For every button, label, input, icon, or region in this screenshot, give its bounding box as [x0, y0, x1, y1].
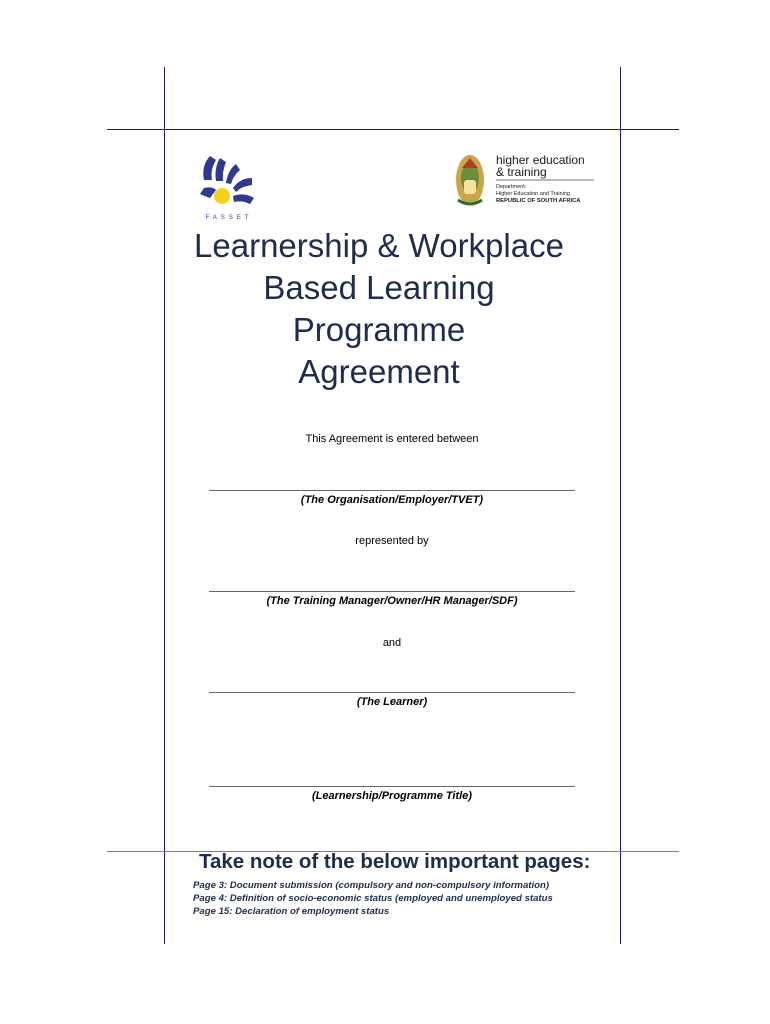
coat-of-arms-icon — [456, 155, 484, 205]
intro-text: This Agreement is entered between — [305, 433, 479, 445]
crop-line-right — [620, 67, 621, 944]
dhet-logo — [454, 150, 599, 210]
manager-signature-line[interactable] — [209, 591, 575, 592]
title-line-2: Based Learning — [263, 269, 495, 306]
dhet-dept-3: REPUBLIC OF SOUTH AFRICA — [496, 198, 581, 204]
crop-line-top — [107, 129, 679, 130]
manager-label: (The Training Manager/Owner/HR Manager/SDF) — [266, 595, 518, 607]
note-item: Page 3: Document submission (compulsory and non-compulsory information) — [193, 880, 550, 891]
dhet-title-2: & training — [496, 165, 547, 179]
title-line-1: Learnership & Workplace — [194, 227, 564, 264]
dhet-dept-1: Department: — [496, 184, 527, 190]
important-pages-heading: Take note of the below important pages: — [199, 850, 591, 873]
fasset-logo-text: FASSET — [205, 215, 253, 221]
title-line-4: Agreement — [298, 353, 460, 390]
and-text: and — [382, 637, 402, 649]
title-line-3: Programme — [292, 311, 466, 348]
organisation-signature-line[interactable] — [209, 490, 575, 491]
dhet-title-1: higher education — [496, 153, 585, 167]
dhet-dept-2: Higher Education and Training — [496, 191, 570, 197]
document-title — [164, 225, 594, 393]
represented-by-text: represented by — [355, 535, 429, 547]
fasset-logo — [196, 150, 262, 222]
programme-title-line[interactable] — [209, 786, 575, 787]
note-item: Page 15: Declaration of employment status — [193, 906, 390, 917]
organisation-label: (The Organisation/Employer/TVET) — [300, 494, 484, 506]
note-item: Page 4: Definition of socio-economic status (employed and unemployed status — [193, 893, 553, 904]
programme-title-label: (Learnership/Programme Title) — [312, 790, 472, 802]
learner-label: (The Learner) — [356, 696, 428, 708]
learner-signature-line[interactable] — [209, 692, 575, 693]
